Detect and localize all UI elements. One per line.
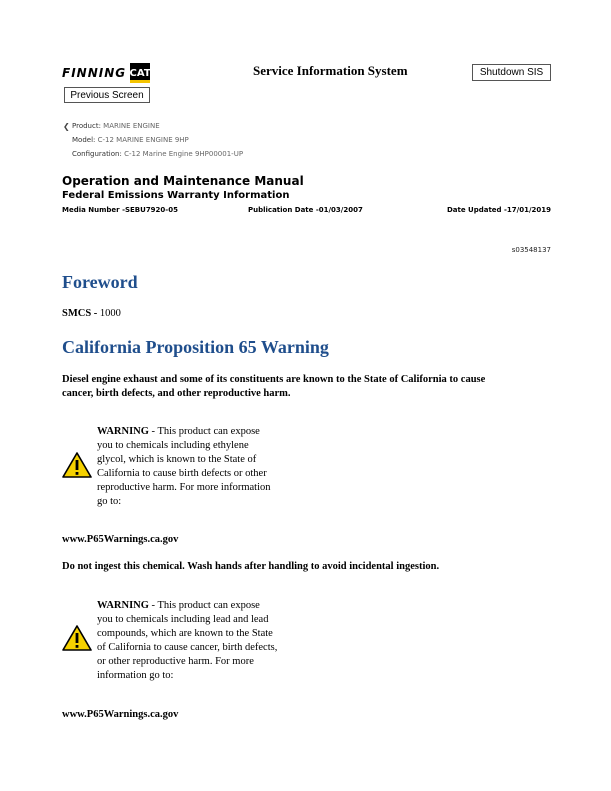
product-label: Product:: [72, 122, 101, 130]
shutdown-sis-button[interactable]: Shutdown SIS: [472, 64, 551, 81]
system-title: Service Information System: [253, 63, 408, 78]
config-label: Configuration:: [72, 150, 122, 158]
warning-line-text: - This product can expose: [148, 426, 260, 437]
manual-subtitle: Federal Emissions Warranty Information: [62, 190, 290, 201]
warning-line: go to:: [97, 496, 122, 507]
warning-triangle-icon: [62, 625, 92, 651]
previous-screen-button[interactable]: Previous Screen: [64, 87, 150, 103]
intro-line: Diesel engine exhaust and some of its constituents are known to the State of California to cause: [62, 374, 486, 385]
breadcrumb-configuration: [72, 150, 243, 158]
warning-triangle-icon: [62, 452, 92, 478]
warning-line: of California to cause cancer, birth defects,: [97, 642, 278, 653]
ingest-note: Do not ingest this chemical. Wash hands after handling to avoid incidental ingestion.: [62, 561, 440, 572]
warning-line: California to cause birth defects or other: [97, 468, 267, 479]
smcs-line: [62, 308, 121, 319]
warning-line: [97, 599, 312, 613]
warning-line: glycol, which is known to the State of: [97, 454, 257, 465]
warning-line: or other reproductive harm. For more: [97, 656, 254, 667]
cat-badge: CAT: [130, 63, 150, 83]
manual-title: Operation and Maintenance Manual: [62, 174, 304, 188]
warning-1-text: [97, 425, 312, 509]
warning-line: you to chemicals including ethylene: [97, 440, 249, 451]
logo-text: FINNING: [62, 66, 127, 80]
warning-line: reproductive harm. For more information: [97, 482, 271, 493]
smcs-label: SMCS -: [62, 308, 98, 319]
breadcrumb-model: [72, 136, 189, 144]
smcs-value: 1000: [99, 308, 121, 319]
breadcrumb-product: [72, 122, 160, 130]
warning-line: you to chemicals including lead and lead: [97, 614, 269, 625]
p65-link[interactable]: www.P65Warnings.ca.gov: [62, 534, 179, 545]
warning-label: WARNING: [97, 426, 149, 437]
warning-label: WARNING: [97, 600, 149, 611]
model-value: C-12 MARINE ENGINE 9HP: [97, 136, 189, 144]
prop65-heading: California Proposition 65 Warning: [62, 337, 329, 357]
intro-line: cancer, birth defects, and other reproductive harm.: [62, 388, 291, 399]
p65-link[interactable]: www.P65Warnings.ca.gov: [62, 709, 179, 720]
model-label: Model:: [72, 136, 96, 144]
warning-line: [97, 425, 312, 439]
config-value: C-12 Marine Engine 9HP00001-UP: [124, 150, 244, 158]
warning-2-text: [97, 599, 312, 683]
warning-line-text: - This product can expose: [148, 600, 260, 611]
media-number: Media Number -SEBU7920-05: [62, 206, 178, 214]
date-updated: Date Updated -17/01/2019: [446, 206, 551, 214]
product-value: MARINE ENGINE: [103, 122, 160, 130]
warning-line: information go to:: [97, 670, 174, 681]
finning-cat-logo: [62, 63, 150, 83]
publication-date: Publication Date -01/03/2007: [248, 206, 363, 214]
foreword-heading: Foreword: [62, 272, 138, 292]
chevron-left-icon[interactable]: ❮: [63, 122, 70, 131]
document-id: s03548137: [511, 246, 551, 254]
intro-paragraph: [62, 373, 557, 401]
warning-line: compounds, which are known to the State: [97, 628, 273, 639]
